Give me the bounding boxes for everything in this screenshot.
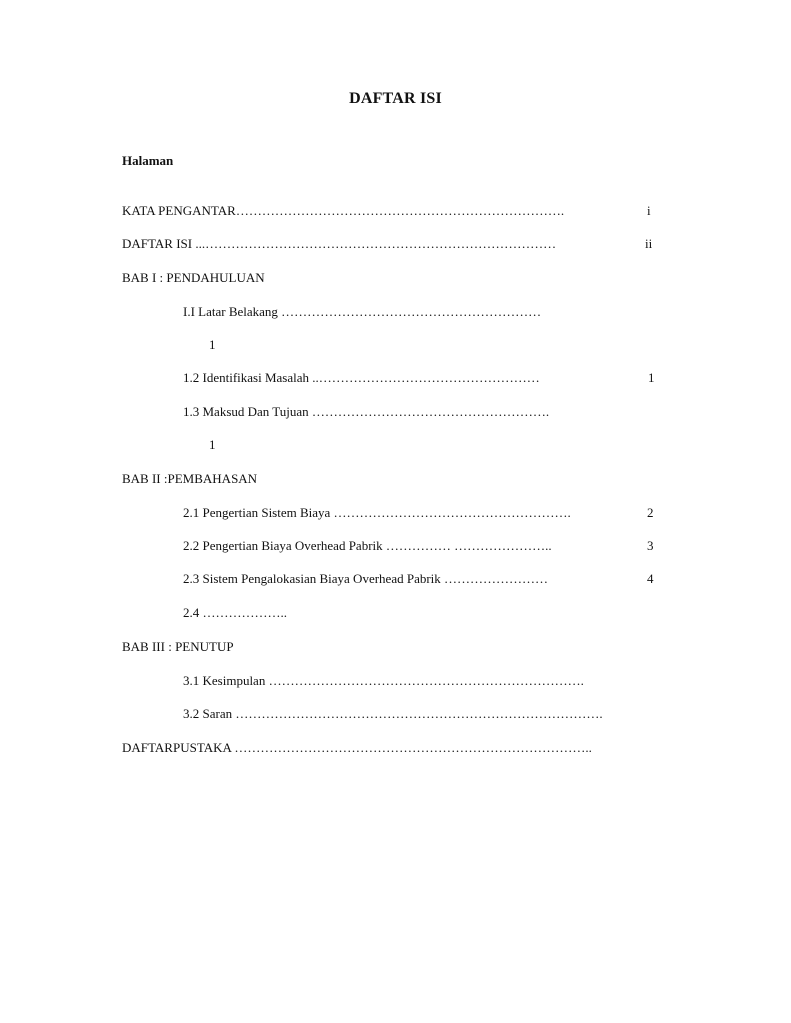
toc-page-identifikasi-masalah: 1 — [648, 370, 655, 385]
toc-page-kata-pengantar: i — [647, 203, 651, 218]
toc-entry-kesimpulan: 3.1 Kesimpulan ………………………………………………………………. — [183, 673, 584, 688]
toc-entry-daftar-isi: DAFTAR ISI ...……………………………………………………………………… — [122, 236, 557, 251]
toc-entry-pengertian-sistem-biaya: 2.1 Pengertian Sistem Biaya ………………………………………………. — [183, 505, 571, 520]
halaman-label: Halaman — [122, 153, 174, 168]
toc-page-pengertian-biaya-overhead: 3 — [647, 538, 654, 553]
toc-entry-maksud-dan-tujuan: 1.3 Maksud Dan Tujuan ………………………………………………. — [183, 404, 550, 419]
toc-entry-sistem-pengalokasian: 2.3 Sistem Pengalokasian Biaya Overhead Pabrik …………………… — [183, 571, 549, 586]
toc-page-sistem-pengalokasian: 4 — [647, 571, 654, 586]
toc-entry-daftar-pustaka: DAFTARPUSTAKA ……………………………………………………………………….. — [122, 740, 592, 755]
toc-entry-2-4: 2.4 ……………….. — [183, 605, 287, 620]
toc-chapter-bab-3: BAB III : PENUTUP — [122, 639, 234, 654]
page-title: DAFTAR ISI — [349, 90, 442, 107]
toc-entry-pengertian-biaya-overhead: 2.2 Pengertian Biaya Overhead Pabrik …………… ………………….. — [183, 538, 552, 553]
toc-page-pengertian-sistem-biaya: 2 — [647, 505, 654, 520]
toc-entry-saran: 3.2 Saran …………………………………………………………………………. — [183, 706, 603, 721]
toc-entry-kata-pengantar: KATA PENGANTAR…………………………………………………………………. — [122, 203, 565, 218]
toc-page-daftar-isi: ii — [645, 236, 653, 251]
toc-chapter-bab-2: BAB II :PEMBAHASAN — [122, 471, 258, 486]
toc-entry-latar-belakang: I.I Latar Belakang …………………………………………………… — [183, 304, 542, 319]
toc-chapter-bab-1: BAB I : PENDAHULUAN — [122, 270, 265, 285]
toc-page-latar-belakang: 1 — [209, 337, 216, 352]
toc-page-maksud-dan-tujuan: 1 — [209, 437, 216, 452]
toc-entry-identifikasi-masalah: 1.2 Identifikasi Masalah ..…………………………………………… — [183, 370, 540, 385]
